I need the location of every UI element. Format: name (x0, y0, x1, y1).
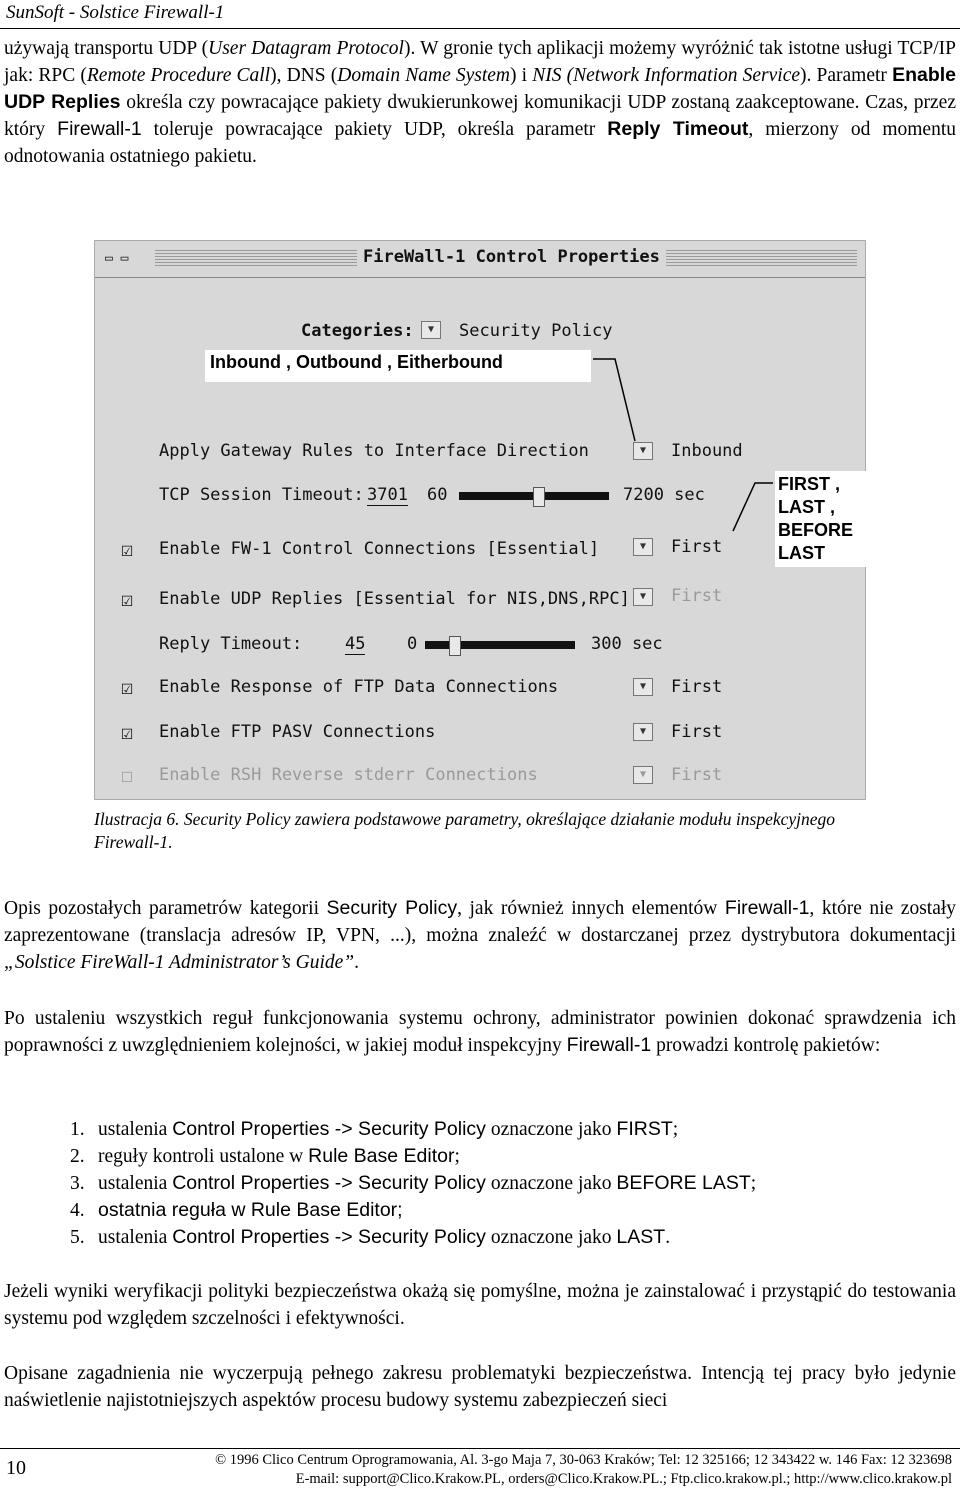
callout-order-line: BEFORE (778, 520, 854, 540)
footer-line: E-mail: support@Clico.Krakow.PL, orders@Clico.Krakow.PL.; Ftp.clico.krakow.pl.; http://www.clico.krakow.pl (295, 1471, 952, 1487)
tcp-timeout-min: 60 (427, 485, 448, 505)
param-name: Enable UDP Replies (4, 64, 956, 113)
text-italic: User Datagram Protocol (208, 38, 404, 59)
text: ). Parametr (800, 65, 893, 86)
term: Control Properties -> Security Policy (172, 1226, 486, 1248)
doc-title: „Solstice FireWall-1 Administrator’s Guide” (4, 952, 355, 973)
text: ), DNS ( (270, 65, 338, 86)
text: , jak również innych elementów (457, 898, 725, 919)
list-item (70, 1170, 756, 1197)
reply-timeout-slider[interactable] (425, 641, 575, 649)
fw1-control-value: First (671, 537, 723, 557)
ftp-pasv-label: Enable FTP PASV Connections (159, 722, 436, 742)
list-number: 3. (70, 1173, 85, 1194)
text: oznaczone jako (485, 1119, 617, 1140)
intro-paragraph (4, 35, 956, 170)
ftp-pasv-value: First (671, 722, 723, 742)
ftp-data-checkbox[interactable]: ☑ (121, 675, 134, 699)
callout-order-line: LAST , (778, 497, 835, 517)
paragraph-2 (4, 895, 956, 976)
reply-timeout-slider-knob[interactable] (449, 636, 461, 656)
term: BEFORE LAST (616, 1172, 751, 1194)
control-properties-screenshot (94, 240, 866, 800)
text-italic: Domain Name System (337, 65, 511, 86)
text-italic: NIS (Network Information Service (532, 65, 801, 86)
term: LAST (616, 1226, 666, 1248)
footer-line: © 1996 Clico Centrum Oprogramowania, Al. 3-go Maja 7, 30-063 Kraków; Tel: 12 325166; 12 343422 w. 146 Fax: 12 323698 (215, 1452, 952, 1468)
categories-value: Security Policy (459, 321, 613, 341)
text: ). W gronie tych aplikacji możemy wyróżnić tak istotne usługi TCP/IP jak: RPC ( (4, 38, 956, 86)
rsh-label: Enable RSH Reverse stderr Connections (159, 765, 538, 785)
categories-label: Categories: (301, 321, 414, 341)
callout-order-line: FIRST , (778, 474, 840, 494)
udp-replies-value: First (671, 586, 723, 606)
paragraph-5: Opisane zagadnienia nie wyczerpują pełnego zakresu problematyki bezpieczeństwa. Intencją tej pracy było jedynie naświetlenie najistotniejszych aspektów procesu budowy systemu zabezpieczeń sieci (4, 1363, 956, 1411)
rsh-value: First (671, 765, 723, 785)
term: ostatnia reguła w Rule Base Editor (98, 1199, 398, 1221)
text: ; (454, 1146, 460, 1167)
term: FIRST (616, 1118, 673, 1140)
udp-replies-checkbox[interactable]: ☑ (121, 587, 134, 611)
rsh-checkbox[interactable]: ☐ (121, 763, 134, 787)
apply-gateway-dropdown-icon[interactable]: ▼ (633, 442, 653, 460)
paragraph-4: Jeżeli wyniki weryfikacji polityki bezpieczeństwa okażą się pomyślne, można je zainstalować i przystąpić do testowania systemu pod względem szczelności i efektywności. (4, 1281, 956, 1329)
window-menu-icon[interactable]: ▭ ▭ (105, 251, 129, 266)
list-item (70, 1197, 756, 1224)
text: . (665, 1227, 671, 1248)
text: ; (672, 1119, 679, 1140)
categories-dropdown-icon[interactable]: ▼ (421, 321, 441, 339)
list-item (70, 1224, 756, 1251)
header-rule (0, 28, 960, 29)
ftp-pasv-dropdown-icon[interactable]: ▼ (633, 723, 653, 741)
list-number: 2. (70, 1146, 85, 1167)
callout-lines (95, 241, 865, 799)
text: ; (397, 1199, 403, 1221)
term: Control Properties -> Security Policy (172, 1172, 486, 1194)
tcp-timeout-label: TCP Session Timeout: (159, 485, 364, 505)
list-item (70, 1143, 756, 1170)
text: Opis pozostałych parametrów kategorii (4, 898, 327, 919)
reply-timeout-label: Reply Timeout: (159, 634, 303, 654)
ftp-data-label: Enable Response of FTP Data Connections (159, 677, 559, 697)
running-header: SunSoft - Solstice Firewall-1 (6, 2, 225, 23)
list-number: 1. (70, 1119, 85, 1140)
term: Control Properties -> Security Policy (172, 1118, 486, 1140)
text: , które nie zostały zaprezentowane (translacja adresów IP, VPN, ...), można znaleźć w dostarczanej przez dystrybutora dokumentacji (4, 898, 957, 946)
text: określa czy powracające pakiety dwukierunkowej komunikacji UDP zostaną zaakceptowane. Czas, przez który (4, 92, 956, 140)
window-title: FireWall-1 Control Properties (357, 247, 666, 267)
text: ustalenia (98, 1227, 173, 1248)
fw1-control-checkbox[interactable]: ☑ (121, 537, 134, 561)
text: reguły kontroli ustalone w (98, 1146, 309, 1167)
footer-rule (0, 1448, 960, 1449)
fw1-control-dropdown-icon[interactable]: ▼ (633, 538, 653, 556)
order-list (70, 1116, 756, 1251)
callout-order-line: LAST (778, 543, 825, 563)
text: ) i (510, 65, 533, 86)
product-name: Firewall-1 (724, 897, 810, 919)
udp-replies-dropdown-icon[interactable]: ▼ (633, 588, 653, 606)
text: oznaczone jako (485, 1227, 617, 1248)
text: ; (750, 1173, 757, 1194)
apply-gateway-value: Inbound (671, 441, 743, 461)
paragraph-3 (4, 1005, 956, 1059)
reply-timeout-input[interactable]: 45 (345, 634, 366, 654)
list-item (70, 1116, 756, 1143)
text: ustalenia (98, 1173, 173, 1194)
text: toleruje powracające pakiety UDP, określa parametr (141, 119, 608, 140)
text: Po ustaleniu wszystkich reguł funkcjonowania systemu ochrony, administrator powinien dokonać sprawdzenia ich poprawności z uwzględnieniem kolejności, w jakiej moduł inspekcyjny (4, 1008, 956, 1056)
term: Rule Base Editor (308, 1145, 455, 1167)
text: prowadzi kontrolę pakietów: (651, 1035, 881, 1056)
reply-timeout-max: 300 sec (591, 634, 663, 654)
udp-replies-label: Enable UDP Replies [Essential for NIS,DNS,RPC] (159, 589, 630, 609)
text: ustalenia (98, 1119, 173, 1140)
text: używają transportu UDP ( (4, 38, 209, 59)
page-number: 10 (6, 1457, 26, 1479)
tcp-timeout-max: 7200 sec (623, 485, 705, 505)
param-name: Reply Timeout (607, 118, 749, 140)
reply-timeout-min: 0 (407, 634, 418, 654)
product-name: Firewall-1 (566, 1034, 652, 1056)
figure-caption: Ilustracja 6. Security Policy zawiera podstawowe parametry, określające działanie modułu inspekcyjnego Firewall-1. (94, 809, 836, 852)
text: , mierzony od momentu odnotowania ostatniego pakietu. (4, 119, 956, 167)
text-italic: Remote Procedure Call (86, 65, 271, 86)
ftp-data-value: First (671, 677, 723, 697)
tcp-timeout-input[interactable]: 3701 (367, 485, 408, 505)
product-name: Firewall-1 (57, 118, 142, 140)
ftp-pasv-checkbox[interactable]: ☑ (121, 720, 134, 744)
callout-order (775, 471, 867, 567)
term: Security Policy (326, 897, 458, 919)
tcp-timeout-slider-knob[interactable] (533, 487, 545, 507)
list-number: 5. (70, 1227, 85, 1248)
list-number: 4. (70, 1200, 85, 1221)
text: . (354, 952, 359, 973)
text: oznaczone jako (485, 1173, 617, 1194)
footer (130, 1451, 952, 1489)
fw1-control-label: Enable FW-1 Control Connections [Essential] (159, 539, 600, 559)
callout-direction: Inbound , Outbound , Eitherbound (205, 350, 591, 382)
rsh-dropdown-icon[interactable]: ▼ (633, 766, 653, 784)
ftp-data-dropdown-icon[interactable]: ▼ (633, 678, 653, 696)
apply-gateway-label: Apply Gateway Rules to Interface Direction (159, 441, 589, 461)
